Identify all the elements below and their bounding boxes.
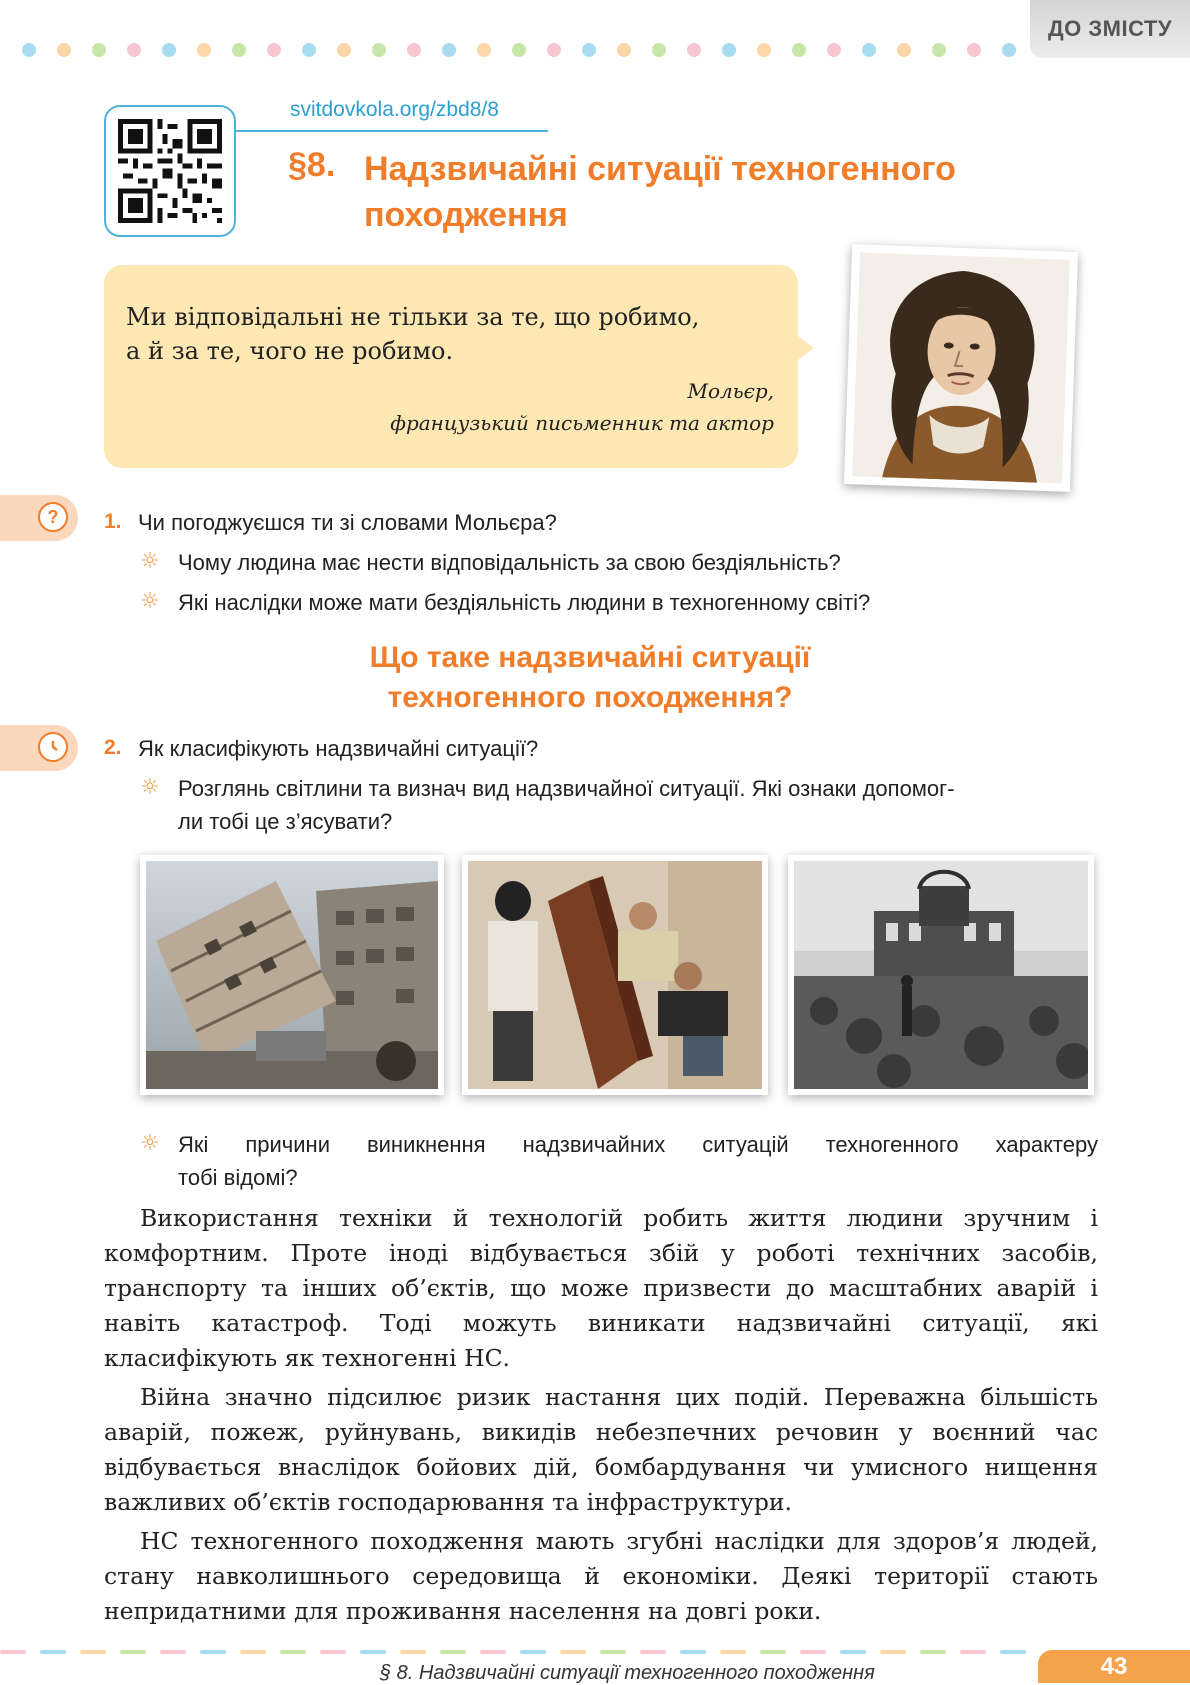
- decorative-dash: [280, 1650, 306, 1654]
- decorative-dash: [640, 1650, 666, 1654]
- footer-running-title: § 8. Надзвичайні ситуації техногенного походження: [380, 1662, 875, 1684]
- body-text: [104, 1201, 1098, 1629]
- decorative-dot: [232, 43, 246, 57]
- page-number: 43: [1038, 1650, 1190, 1683]
- hiroshima-ruins-image: [794, 861, 1088, 1089]
- quote-author-desc: французький письменник та актор: [390, 411, 774, 435]
- decorative-dot: [57, 43, 71, 57]
- toc-button[interactable]: ДО ЗМІСТУ: [1030, 0, 1190, 58]
- decorative-dash: [0, 1650, 26, 1654]
- question-2-number: 2.: [104, 736, 122, 759]
- qr-code[interactable]: [104, 105, 236, 237]
- decorative-dot: [547, 43, 561, 57]
- question-1-bullet-2: Які наслідки може мати бездіяльність людини в техногенному світі?: [178, 590, 871, 615]
- question-2-bullet-1-line-1: Розглянь світлини та визнач вид надзвичайної ситуації. Які ознаки допомог-: [178, 776, 955, 801]
- decorative-dot: [162, 43, 176, 57]
- decorative-dash: [200, 1650, 226, 1654]
- decorative-dash: [880, 1650, 906, 1654]
- decorative-dot: [372, 43, 386, 57]
- decorative-dash: [320, 1650, 346, 1654]
- question-2-text: Як класифікують надзвичайні ситуації?: [138, 736, 539, 761]
- lesson-url-link[interactable]: svitdovkola.org/zbd8/8: [290, 98, 499, 121]
- section-heading: [160, 638, 1020, 718]
- decorative-dash: [80, 1650, 106, 1654]
- question-mark-icon: ?: [38, 502, 68, 532]
- sun-bullet-icon: ☼: [140, 549, 160, 574]
- decorative-dot: [827, 43, 841, 57]
- quote-tail: [790, 330, 814, 366]
- decorative-dash: [440, 1650, 466, 1654]
- question-tab: [0, 725, 78, 771]
- decorative-dot: [337, 43, 351, 57]
- decorative-dot: [722, 43, 736, 57]
- quote-line-1: Ми відповідальні не тільки за те, що робимо,: [126, 303, 700, 331]
- decorative-dot: [477, 43, 491, 57]
- decorative-dot: [582, 43, 596, 57]
- hostage-situation-image: [468, 861, 762, 1089]
- decorative-dot: [1002, 43, 1016, 57]
- sun-bullet-icon: ☼: [140, 1131, 160, 1156]
- decorative-dash: [920, 1650, 946, 1654]
- sun-bullet-icon: ☼: [140, 775, 160, 800]
- qr-code-icon: [118, 119, 222, 223]
- moliere-portrait: [844, 244, 1078, 492]
- photo-hiroshima-ruins: [788, 855, 1094, 1095]
- body-paragraph-3: НС техногенного походження мають згубні наслідки для здоров’я людей, стану навколишнього середовища й економіки. Деякі території стають непридатними для проживання населення на довгі роки.: [104, 1527, 1098, 1625]
- question-2-bullet-2: [178, 1128, 1098, 1194]
- question-2-bullet-1-line-2: ли тобі це з’ясувати?: [178, 809, 393, 834]
- decorative-dot: [407, 43, 421, 57]
- decorative-dot: [862, 43, 876, 57]
- photo-hostage-situation: [462, 855, 768, 1095]
- decorative-dot: [967, 43, 981, 57]
- decorative-dash: [720, 1650, 746, 1654]
- decorative-dot: [932, 43, 946, 57]
- decorative-dot: [617, 43, 631, 57]
- clock-icon: [38, 732, 68, 762]
- url-underline: [236, 130, 548, 132]
- question-tab: [0, 495, 78, 541]
- question-1-bullet-1: Чому людина має нести відповідальність за свою бездіяльність?: [178, 550, 841, 575]
- decorative-dash: [960, 1650, 986, 1654]
- quote-line-2: а й за те, чого не робимо.: [126, 337, 454, 365]
- decorative-dot: [442, 43, 456, 57]
- decorative-dot: [897, 43, 911, 57]
- question-2-bullet-1: [178, 772, 1103, 838]
- lesson-number: §8.: [288, 146, 336, 184]
- footer-dashes: [0, 1650, 1030, 1654]
- question-1-text: Чи погоджуєшся ти зі словами Мольєра?: [138, 510, 557, 535]
- decorative-dash: [800, 1650, 826, 1654]
- decorative-dash: [600, 1650, 626, 1654]
- decorative-dash: [120, 1650, 146, 1654]
- sun-bullet-icon: ☼: [140, 589, 160, 614]
- decorative-dash: [160, 1650, 186, 1654]
- decorative-dash: [240, 1650, 266, 1654]
- decorative-dash: [760, 1650, 786, 1654]
- question-2-bullet-2-line-2: тобі відомі?: [178, 1165, 298, 1190]
- decorative-dot: [302, 43, 316, 57]
- photo-collapsed-building: [140, 855, 444, 1095]
- quote-text: [126, 300, 699, 368]
- body-paragraph-1: Використання техніки й технологій робить життя людини зручним і комфортним. Проте іноді відбувається збій у роботі технічних засобів, транспорту та інших об’єктів, що може призвести до масштабних аварій і навіть катастроф. Тоді можуть виникати надзвичайні ситуації, які класифікують як техногенні НС.: [104, 1204, 1098, 1372]
- decorative-dot: [92, 43, 106, 57]
- question-1-number: 1.: [104, 510, 122, 533]
- decorative-dash: [40, 1650, 66, 1654]
- decorative-dot: [127, 43, 141, 57]
- decorative-dash: [560, 1650, 586, 1654]
- portrait-image: [852, 252, 1070, 483]
- decorative-dot: [267, 43, 281, 57]
- decorative-dash: [480, 1650, 506, 1654]
- quote-attribution: [390, 375, 774, 439]
- body-paragraph-2: Війна значно підсилює ризик настання цих подій. Переважна більшість аварій, пожеж, руйнувань, викидів небезпечних речовин у воєнний час відбувається внаслідок бойових дій, бомбардування чи умисного нищення важливих об’єктів господарювання та інфраструктури.: [104, 1383, 1098, 1516]
- decorative-dash: [360, 1650, 386, 1654]
- decorative-dash: [840, 1650, 866, 1654]
- section-heading-line-2: техногенного походження?: [387, 681, 793, 714]
- decorative-dot: [512, 43, 526, 57]
- decorative-dot: [687, 43, 701, 57]
- decorative-dot: [792, 43, 806, 57]
- question-2-bullet-2-line-1: Які причини виникнення надзвичайних ситуацій техногенного характеру: [178, 1132, 1098, 1157]
- collapsed-building-image: [146, 861, 438, 1089]
- decorative-dot: [197, 43, 211, 57]
- decorative-dash: [520, 1650, 546, 1654]
- decorative-dot: [22, 43, 36, 57]
- quote-author: Мольєр,: [687, 379, 774, 403]
- section-heading-line-1: Що таке надзвичайні ситуації: [369, 641, 811, 674]
- decorative-dash: [400, 1650, 426, 1654]
- lesson-title: Надзвичайні ситуації техногенного походження: [364, 150, 956, 234]
- header-dots: [22, 43, 1032, 57]
- decorative-dot: [757, 43, 771, 57]
- decorative-dash: [1000, 1650, 1026, 1654]
- decorative-dash: [680, 1650, 706, 1654]
- decorative-dot: [652, 43, 666, 57]
